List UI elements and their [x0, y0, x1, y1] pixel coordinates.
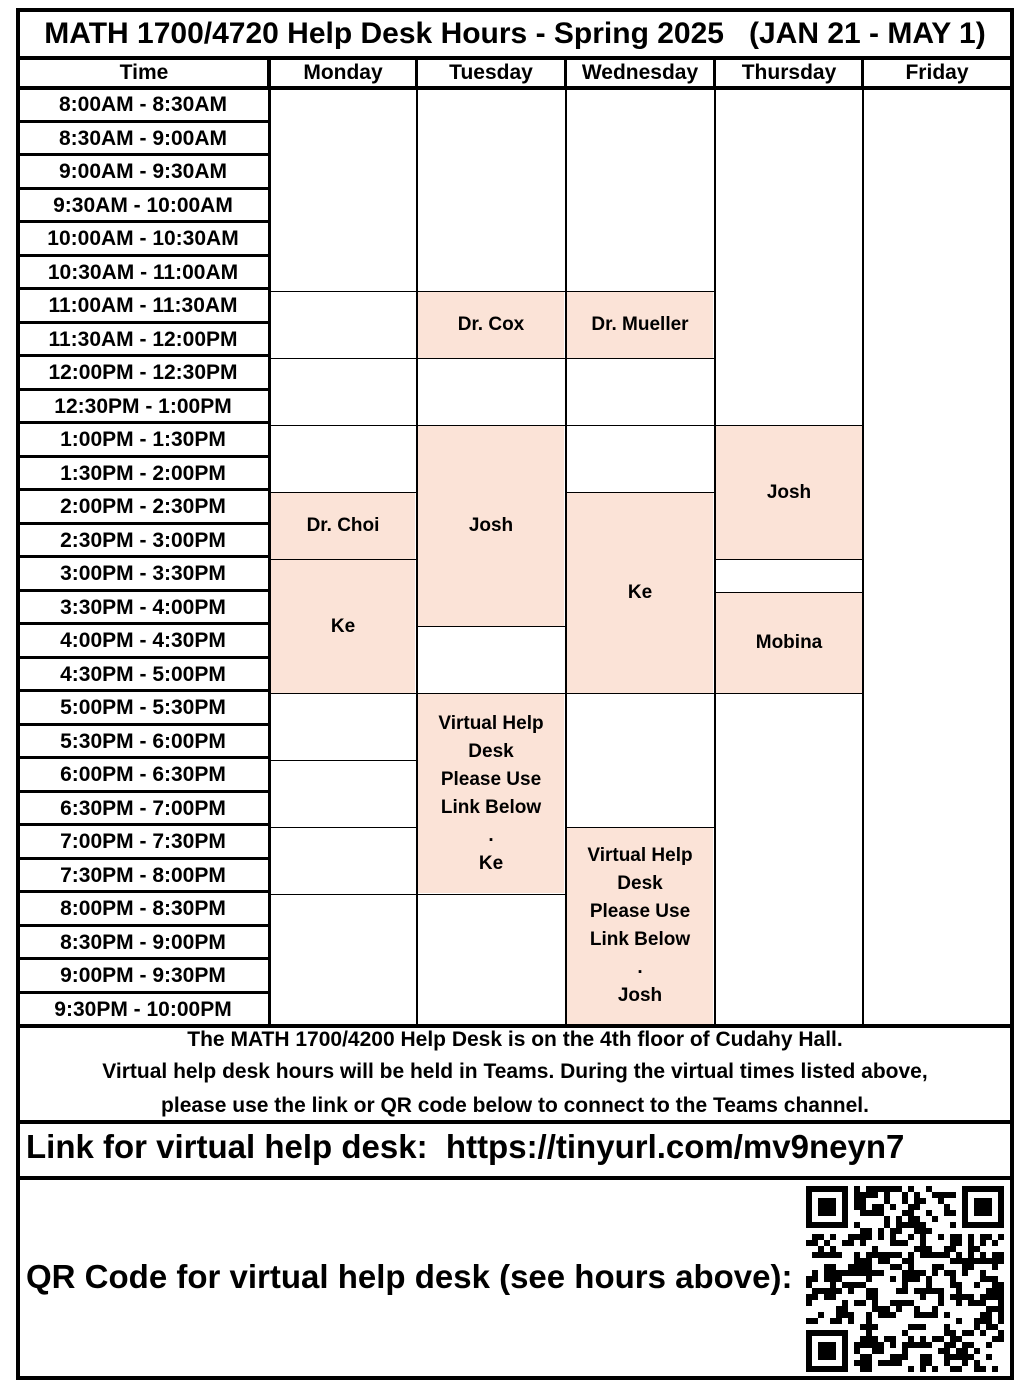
divider — [566, 291, 715, 292]
divider — [20, 254, 270, 257]
session-label: Josh — [617, 985, 663, 1006]
divider — [20, 220, 270, 223]
divider — [20, 321, 270, 324]
session-wednesday-ke — [567, 493, 713, 693]
session-wednesday-virtual-josh — [567, 828, 713, 1024]
divider — [20, 187, 270, 190]
divider — [861, 60, 864, 88]
session-wednesday-dr-mueller — [567, 292, 713, 358]
divider — [714, 88, 716, 1026]
time-slot-label: 9:30PM - 10:00PM — [54, 997, 232, 1021]
divider — [20, 488, 270, 491]
time-slot-label: 11:30AM - 12:00PM — [48, 327, 238, 351]
time-slot-label: 1:30PM - 2:00PM — [60, 461, 226, 485]
session-label: Mobina — [755, 632, 823, 653]
instructions-note: please use the link or QR code below to connect to the Teams channel. — [161, 1094, 869, 1117]
divider — [20, 890, 270, 893]
time-slot-label: 8:00PM - 8:30PM — [60, 897, 226, 920]
divider — [564, 60, 567, 88]
session-label: Desk — [468, 740, 514, 762]
divider — [20, 388, 270, 391]
divider — [20, 823, 270, 826]
divider — [20, 689, 270, 692]
session-thursday-josh — [716, 426, 862, 559]
time-slot-label: 10:00AM - 10:30AM — [47, 227, 239, 250]
session-tuesday-virtual-ke — [418, 694, 564, 893]
session-label: . — [637, 957, 643, 978]
virtual-note: Virtual help desk hours will be held in Teams. During the virtual times listed above, — [102, 1060, 928, 1083]
divider — [268, 88, 271, 1026]
divider — [715, 693, 863, 694]
time-slot-label: 8:00AM - 8:30AM — [58, 93, 228, 116]
virtual-help-desk-link[interactable]: https://tinyurl.com/mv9neyn7 — [445, 1128, 905, 1165]
divider — [566, 425, 715, 426]
session-label: Josh — [766, 481, 812, 503]
time-slot-label: 9:30AM - 10:00AM — [53, 193, 233, 217]
divider — [417, 425, 566, 426]
time-slot-label: 2:00PM - 2:30PM — [60, 495, 226, 518]
divider — [20, 957, 270, 960]
session-label: Desk — [617, 873, 663, 894]
time-slot-label: 11:00AM - 11:30AM — [48, 294, 238, 317]
time-slot-label: 9:00PM - 9:30PM — [60, 964, 226, 987]
time-slot-label: 4:30PM - 5:00PM — [60, 662, 226, 686]
divider — [20, 991, 270, 994]
divider — [417, 894, 566, 895]
time-slot-label: 4:00PM - 4:30PM — [60, 629, 226, 652]
time-slot-label: 12:30PM - 1:00PM — [54, 394, 232, 418]
column-header-friday: Friday — [905, 61, 969, 84]
column-header-thursday: Thursday — [741, 61, 837, 84]
divider — [20, 120, 270, 123]
column-header-time: Time — [119, 61, 169, 84]
divider — [715, 425, 863, 426]
divider — [270, 559, 417, 560]
time-slot-label: 3:00PM - 3:30PM — [60, 562, 226, 585]
divider — [20, 723, 270, 726]
time-slot-label: 5:30PM - 6:00PM — [60, 729, 226, 753]
divider — [417, 693, 566, 694]
divider — [566, 693, 715, 694]
divider — [270, 760, 417, 761]
divider — [415, 60, 418, 88]
divider — [20, 522, 270, 525]
column-header-tuesday: Tuesday — [449, 61, 533, 84]
time-slot-label: 3:30PM - 4:00PM — [60, 595, 226, 619]
page-title: MATH 1700/4720 Help Desk Hours - Spring 2025 (JAN 21 - MAY 1) — [44, 17, 986, 50]
divider — [20, 153, 270, 156]
divider — [566, 492, 715, 493]
divider — [270, 425, 417, 426]
divider — [20, 555, 270, 558]
time-slot-label: 9:00AM - 9:30AM — [58, 160, 228, 183]
divider — [270, 827, 417, 828]
divider — [20, 354, 270, 357]
column-header-wednesday: Wednesday — [581, 61, 699, 84]
time-slot-label: 6:00PM - 6:30PM — [60, 763, 226, 786]
time-slot-label: 8:30PM - 9:00PM — [60, 930, 226, 954]
time-slot-label: 5:00PM - 5:30PM — [60, 696, 226, 719]
session-label: Dr. Cox — [457, 314, 525, 335]
divider — [417, 626, 566, 627]
divider — [267, 60, 271, 88]
session-label: Link Below — [440, 796, 542, 818]
session-label: Josh — [468, 515, 514, 536]
divider — [20, 287, 270, 290]
session-label: . — [488, 824, 494, 846]
divider — [417, 291, 566, 292]
divider — [417, 358, 566, 359]
divider — [715, 592, 863, 593]
session-label: Virtual Help — [438, 712, 544, 734]
time-slot-label: 6:30PM - 7:00PM — [60, 796, 226, 820]
session-thursday-mobina — [716, 593, 862, 693]
session-label: Virtual Help — [587, 845, 693, 866]
divider — [566, 827, 715, 828]
session-label: Ke — [330, 615, 356, 637]
session-label: Dr. Mueller — [591, 314, 689, 335]
session-label: Ke — [627, 582, 653, 603]
session-tuesday-josh — [418, 426, 564, 626]
divider — [20, 421, 270, 424]
divider — [862, 88, 864, 1026]
divider — [270, 894, 417, 895]
divider — [20, 589, 270, 592]
session-tuesday-dr-cox — [418, 292, 564, 358]
divider — [20, 455, 270, 458]
divider — [20, 924, 270, 927]
divider — [20, 756, 270, 759]
session-label: Please Use — [589, 901, 691, 922]
time-slot-label: 2:30PM - 3:00PM — [60, 528, 226, 552]
divider — [270, 358, 417, 359]
time-slot-label: 8:30AM - 9:00AM — [58, 126, 228, 150]
divider — [20, 857, 270, 860]
divider — [713, 60, 716, 88]
qr-code-icon[interactable] — [806, 1186, 1004, 1372]
divider — [20, 790, 270, 793]
qr-label: QR Code for virtual help desk (see hours above): — [26, 1258, 793, 1295]
column-header-monday: Monday — [303, 61, 383, 84]
divider — [416, 88, 418, 1026]
session-monday-dr-choi — [271, 493, 415, 559]
divider — [16, 1120, 1014, 1124]
divider — [270, 492, 417, 493]
divider — [16, 1176, 1014, 1180]
session-label: Ke — [478, 852, 504, 874]
session-label: Please Use — [440, 768, 542, 790]
divider — [565, 88, 567, 1026]
divider — [715, 559, 863, 560]
time-slot-label: 1:00PM - 1:30PM — [60, 428, 226, 451]
time-slot-label: 12:00PM - 12:30PM — [48, 361, 238, 384]
divider — [566, 358, 715, 359]
virtual-link-row — [26, 1128, 904, 1166]
time-slot-label: 7:30PM - 8:00PM — [60, 863, 226, 887]
session-label: Dr. Choi — [306, 515, 380, 536]
location-note: The MATH 1700/4200 Help Desk is on the 4th floor of Cudahy Hall. — [187, 1028, 843, 1051]
session-monday-ke — [271, 560, 415, 693]
divider — [20, 656, 270, 659]
time-slot-label: 7:00PM - 7:30PM — [60, 830, 226, 853]
session-label: Link Below — [589, 929, 691, 950]
link-label: Link for virtual help desk: — [26, 1128, 428, 1165]
time-slot-label: 10:30AM - 11:00AM — [47, 260, 239, 284]
divider — [270, 291, 417, 292]
divider — [20, 622, 270, 625]
divider — [270, 693, 417, 694]
